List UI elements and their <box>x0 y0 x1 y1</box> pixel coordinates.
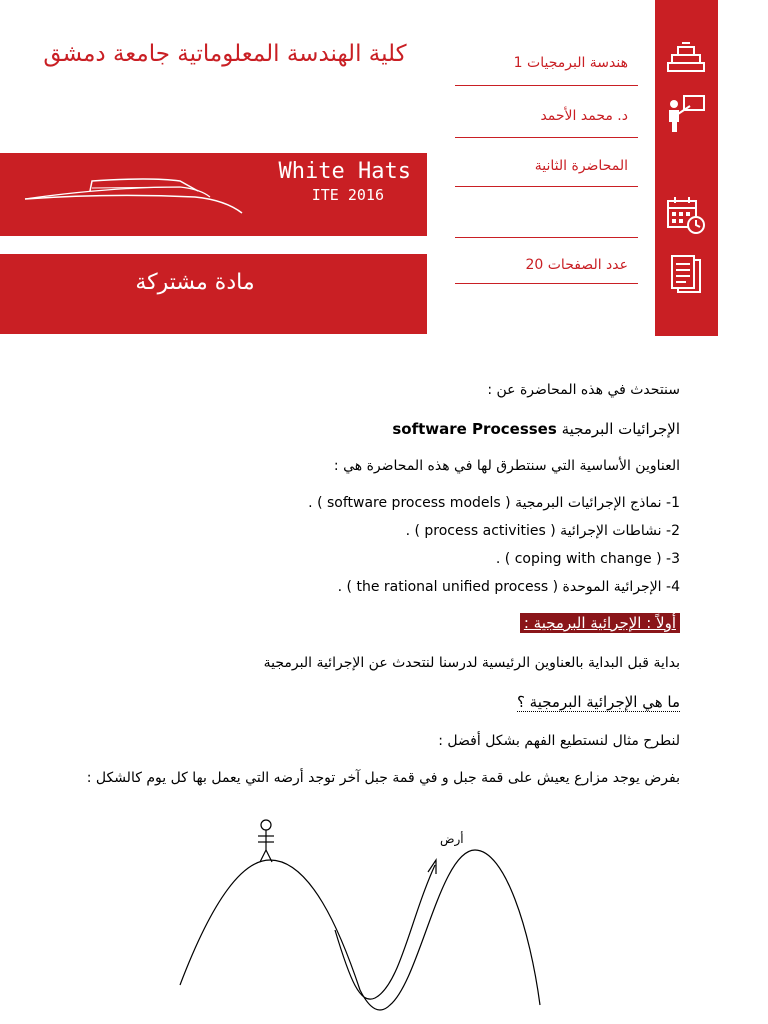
subject-box <box>0 254 427 334</box>
divider <box>455 283 638 284</box>
titles-intro: العناوين الأساسية التي سنتطرق لها في هذه المحاضرة هي : <box>333 458 680 474</box>
subject-label: مادة مشتركة <box>135 270 255 295</box>
list-item: 3- ( coping with change ) . <box>495 551 680 567</box>
section-heading: أولاً : الإجرائية البرمجية : <box>520 613 680 633</box>
banner-subtitle: ITE 2016 <box>311 186 384 204</box>
divider <box>455 137 638 138</box>
divider <box>455 237 638 238</box>
lecture-number: المحاضرة الثانية <box>534 158 628 174</box>
divider <box>455 85 638 86</box>
topic-arabic: الإجرائيات البرمجية <box>561 420 680 438</box>
college-name: كلية الهندسة المعلوماتية جامعة دمشق <box>43 41 407 67</box>
books-icon <box>664 35 708 79</box>
banner-title: White Hats <box>278 159 411 184</box>
document-icon <box>664 250 708 294</box>
course-name: هندسة البرمجيات 1 <box>513 55 628 71</box>
question-heading: ما هي الإجرائية البرمجية ؟ <box>516 693 680 711</box>
mountains-figure <box>160 810 560 1024</box>
topic-line <box>40 420 680 438</box>
list-item: 1- نماذج الإجرائيات البرمجية ( software process models ) . <box>308 495 680 511</box>
list-item: 2- نشاطات الإجرائية ( process activities ) . <box>405 523 680 539</box>
page-count: عدد الصفحات 20 <box>525 257 628 273</box>
example-text: بفرض يوجد مزارع يعيش على قمة جبل و في قمة جبل آخر توجد أرضه التي يعمل بها كل يوم كالشكل : <box>86 770 680 786</box>
list-item: 4- الإجرائية الموحدة ( the rational unified process ) . <box>337 579 680 595</box>
topic-english: software Processes <box>392 420 557 438</box>
banner <box>0 153 427 236</box>
land-label: أرض <box>440 832 464 846</box>
teacher-name: د. محمد الأحمد <box>540 108 628 124</box>
teacher-icon <box>664 92 708 136</box>
yacht-logo <box>20 167 250 217</box>
section-text: بداية قبل البداية بالعناوين الرئيسية لدرسنا لنتحدث عن الإجرائية البرمجية <box>263 655 680 671</box>
example-intro: لنطرح مثال لنستطيع الفهم بشكل أفضل : <box>438 733 680 749</box>
intro-text: سنتحدث في هذه المحاضرة عن : <box>487 382 680 398</box>
calendar-icon <box>664 193 708 237</box>
divider <box>455 186 638 187</box>
